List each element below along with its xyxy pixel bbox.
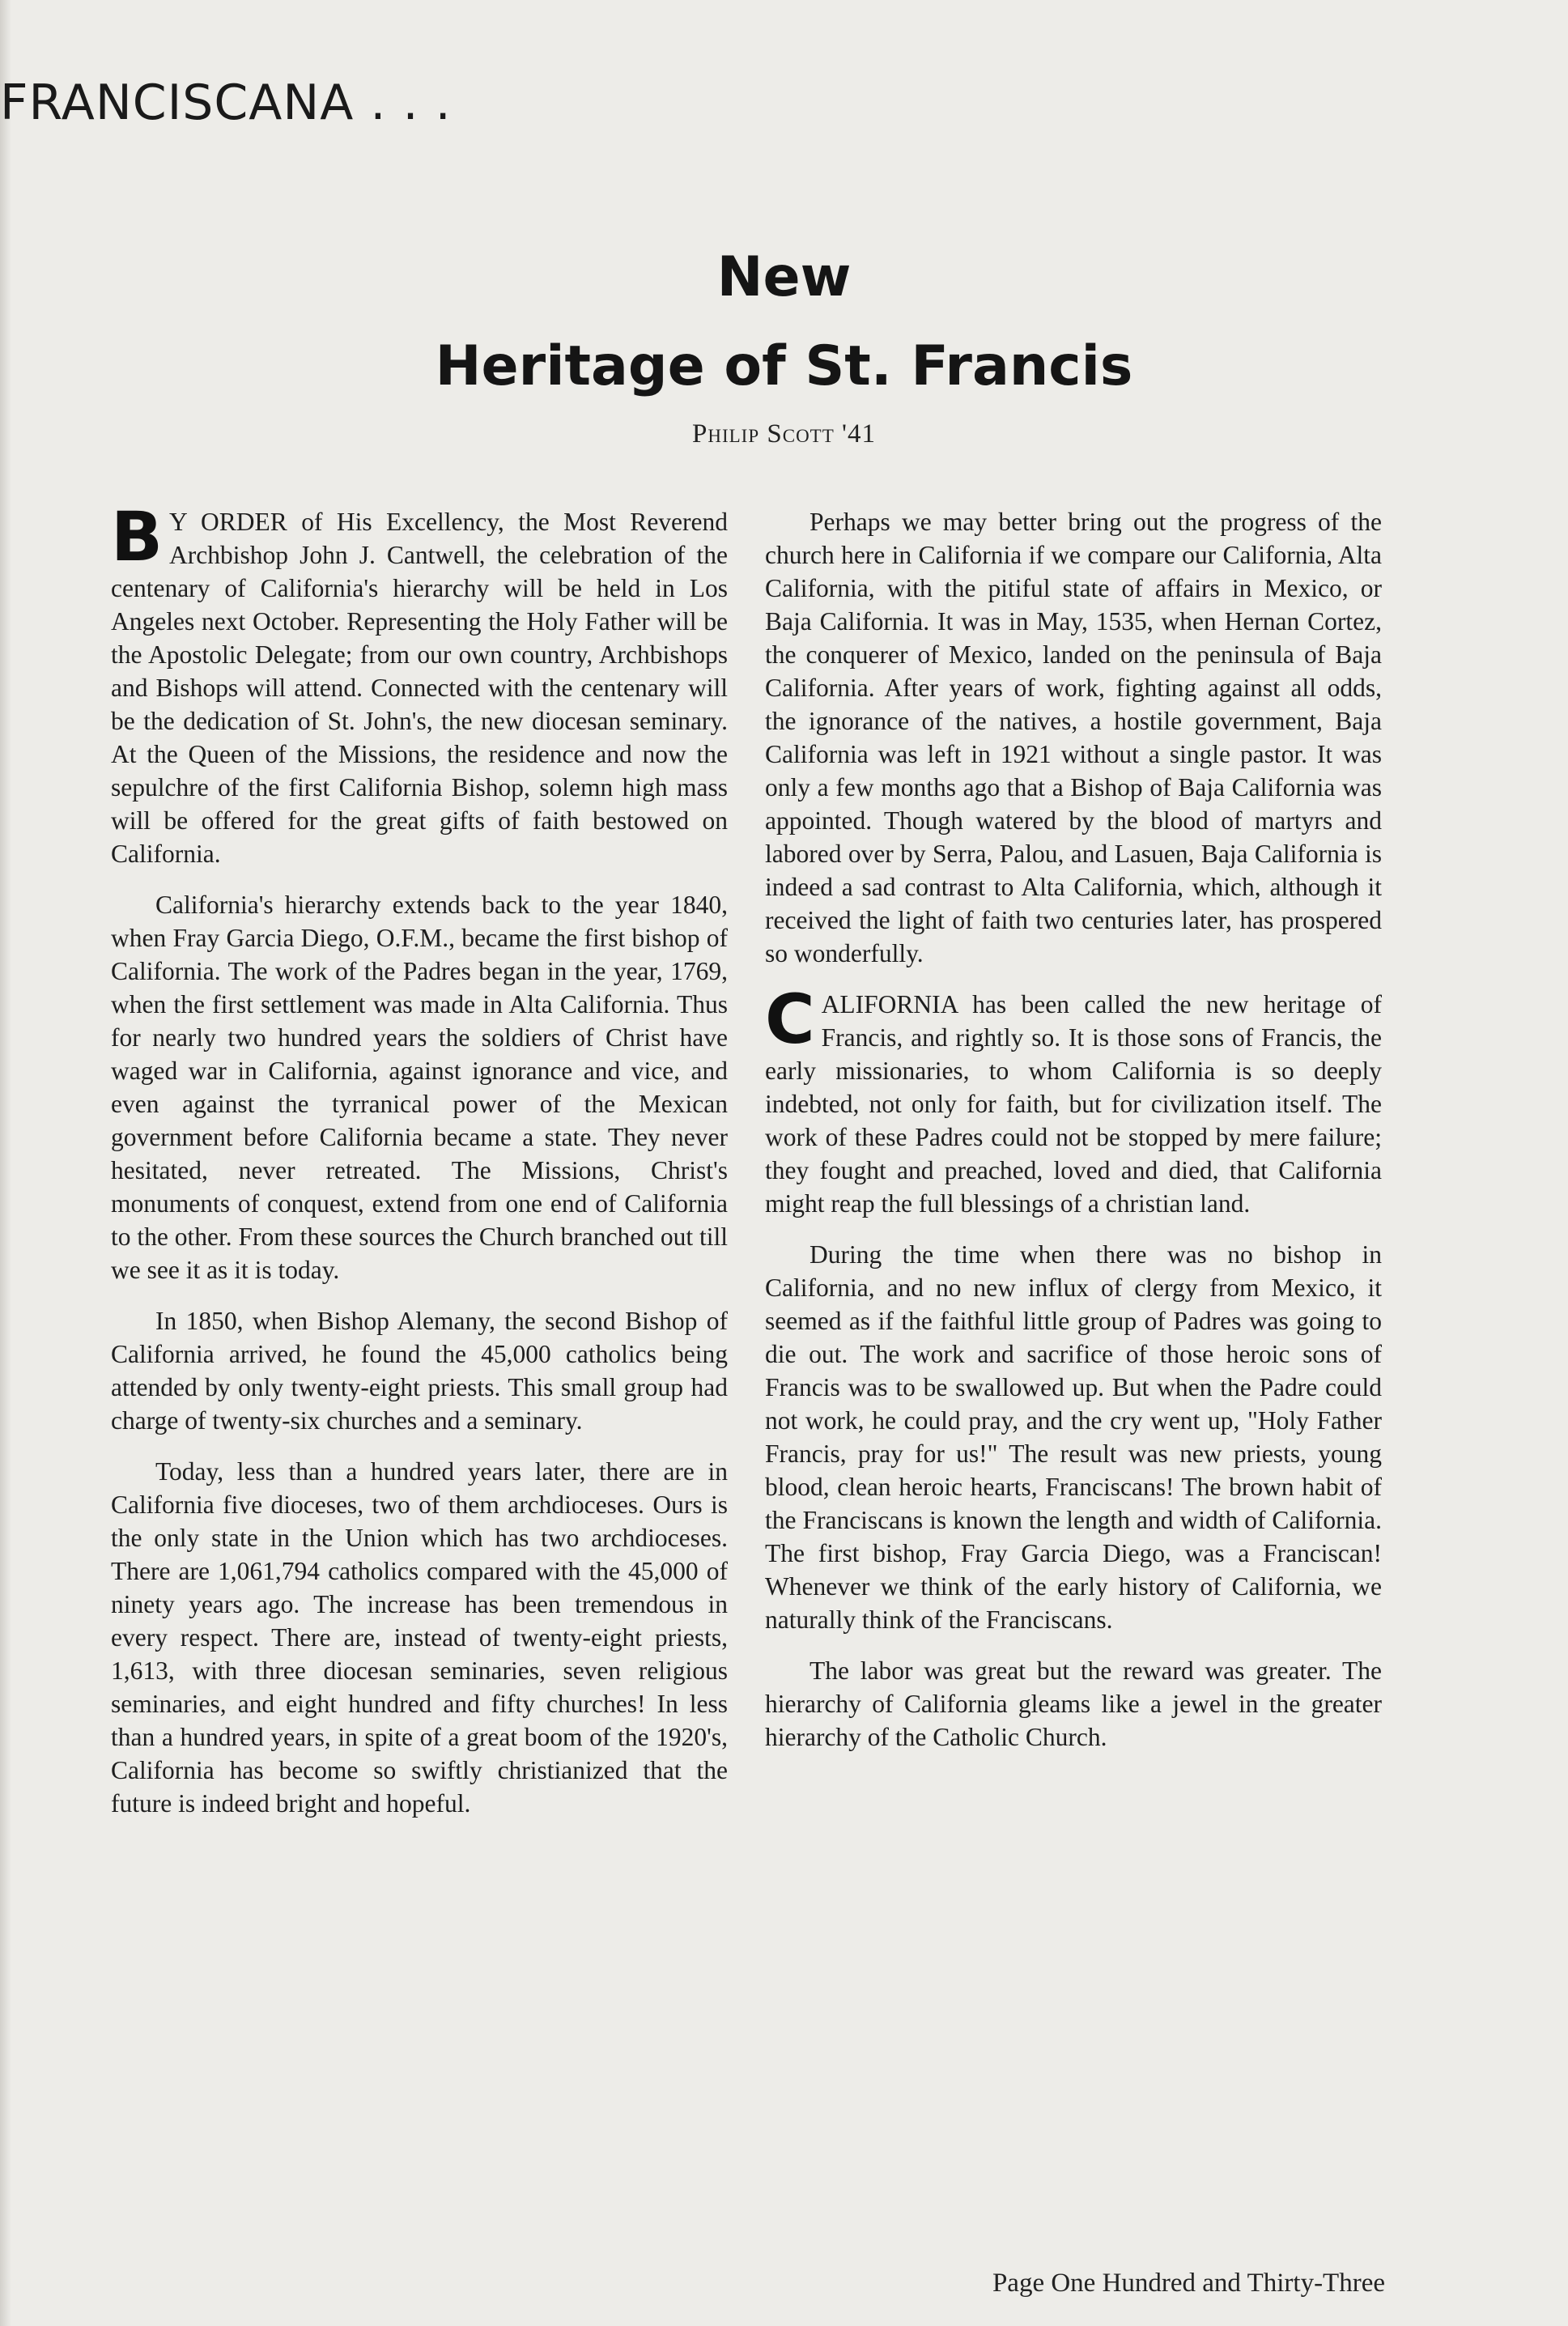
paragraph <box>111 497 728 870</box>
title-line-1: New <box>716 245 852 309</box>
paragraph: Today, less than a hundred years later, there are in California five dioceses, two of them archdioceses. Ours is the only state in the Union which has two archdioceses. There are 1,061,794 catholics compared with the 45,000 of ninety years ago. The increase has been tremendous in every respect. There are, instead of twenty-eight priests, 1,613, with three diocesan seminaries, seven religious seminaries, and eight hundred and fifty churches! In less than a hundred years, in spite of a great boom of the 1920's, California has become so swiftly christianized that the future is indeed bright and hopeful. <box>111 1457 728 1818</box>
byline <box>0 419 1568 449</box>
drop-cap: B <box>111 497 164 576</box>
title-line-2: Heritage of St. Francis <box>435 334 1133 398</box>
paragraph: Perhaps we may better bring out the progress of the church here in California if we compare our California, Alta California, with the pitiful state of affairs in Mexico, or Baja California. It was in May, 1535, when Hernan Cortez, the conquerer of Mexico, landed on the peninsula of Baja California. After years of work, fighting against all odds, the ignorance of the natives, a hostile government, Baja California was left in 1921 without a single pastor. It was only a few months ago that a Bishop of Baja California was appointed. Though watered by the blood of martyrs and labored over by Serra, Palou, and Lasuen, Baja California is indeed a sad contrast to Alta California, which, although it received the light of faith two centuries later, has prospered so wonderfully. <box>765 508 1382 967</box>
paragraph-text: ALIFORNIA has been called the new heritage of Francis, and rightly so. It is those sons of Francis, the early missionaries, to whom California is so deeply indebted, not only for faith, but for civilization itself. The work of these Padres could not be stopped by mere failure; they fought and preached, loved and died, that California might reap the full blessings of a christian land. <box>765 990 1382 1218</box>
drop-cap: C <box>765 980 815 1059</box>
paragraph: During the time when there was no bishop in California, and no new influx of clergy from Mexico, it seemed as if the faithful little group of Padres was going to die out. The work and sacrifice of those heroic sons of Francis was to be swallowed up. But when the Padre could not work, he could pray, and the cry went up, "Holy Father Francis, pray for us!" The result was new priests, young blood, clean heroic hearts, Franciscans! The brown habit of the Franciscans is known the length and width of California. The first bishop, Fray Garcia Diego, was a Franciscan! Whenever we think of the early history of California, we naturally think of the Franciscans. <box>765 1240 1382 1634</box>
left-column <box>111 497 728 1838</box>
paragraph: In 1850, when Bishop Alemany, the second Bishop of California arrived, he found the 45,000 catholics being attended by only twenty-eight priests. This small group had charge of twenty-six churches and a seminary. <box>111 1307 728 1435</box>
paragraph <box>765 980 1382 1220</box>
right-column <box>765 505 1382 1771</box>
article-title <box>0 233 1568 411</box>
page-number: Page One Hundred and Thirty-Three <box>992 2269 1385 2298</box>
paragraph-text: Y ORDER of His Excellency, the Most Reverend Archbishop John J. Cantwell, the celebration of the centenary of California's hierarchy will be held in Los Angeles next October. Representing the Holy Father will be the Apostolic Delegate; from our own country, Archbishops and Bishops will attend. Connected with the centenary will be the dedication of St. John's, the new diocesan seminary. At the Queen of the Missions, the residence and now the sepulchre of the first California Bishop, solemn high mass will be offered for the great gifts of faith bestowed on California. <box>111 508 728 868</box>
section-header: FRANCISCANA . . . <box>0 74 452 131</box>
paragraph: California's hierarchy extends back to the year 1840, when Fray Garcia Diego, O.F.M., became the first bishop of California. The work of the Padres began in the year, 1769, when the first settlement was made in Alta California. Thus for nearly two hundred years the soldiers of Christ have waged war in California, against ignorance and vice, and even against the tyrranical power of the Mexican government before California became a state. They never hesitated, never retreated. The Missions, Christ's monuments of conquest, extend from one end of California to the other. From these sources the Church branched out till we see it as it is today. <box>111 891 728 1284</box>
byline-author: Philip Scott '41 <box>692 419 876 449</box>
paragraph: The labor was great but the reward was greater. The hierarchy of California gleams like a jewel in the greater hierarchy of the Catholic Church. <box>765 1656 1382 1751</box>
